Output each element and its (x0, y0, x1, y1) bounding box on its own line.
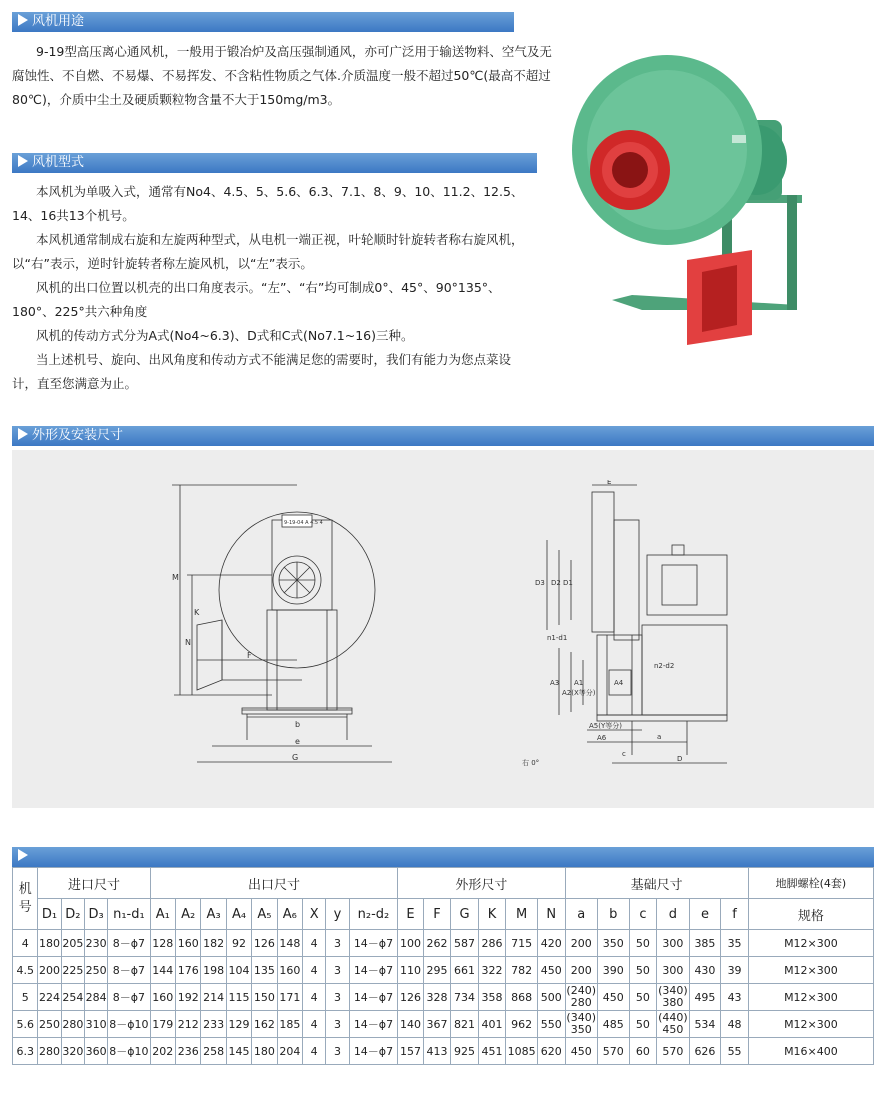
label-D: D (677, 755, 683, 763)
table-cell: 230 (84, 930, 107, 957)
table-cell: 451 (478, 1038, 506, 1065)
label-N: N (185, 638, 191, 647)
col-subheader: c (629, 899, 657, 930)
table-cell: 821 (451, 1011, 479, 1038)
table-cell: 212 (176, 1011, 201, 1038)
table-cell: 715 (506, 930, 538, 957)
table-cell: 570 (597, 1038, 629, 1065)
section-title: 外形及安装尺寸 (32, 428, 124, 443)
table-cell: 962 (506, 1011, 538, 1038)
col-subheader: n₂-d₂ (349, 899, 398, 930)
table-cell: 176 (176, 957, 201, 984)
col-subheader: A₅ (252, 899, 277, 930)
table-cell: 3 (326, 1038, 349, 1065)
table-cell: 144 (150, 957, 175, 984)
table-cell: M12×300 (748, 1011, 873, 1038)
label-D3: D3 (535, 579, 545, 587)
table-cell: 450 (565, 1038, 597, 1065)
fan-photo (572, 10, 812, 350)
table-cell: 350 (597, 930, 629, 957)
type-p3: 风机的出口位置以机壳的出口角度表示。“左”、“右”均可制成0°、45°、90°135°、180°、225°共六种角度 (12, 280, 501, 319)
col-group-foundation: 基础尺寸 (565, 868, 748, 899)
table-cell: 50 (629, 930, 657, 957)
label-M: M (172, 573, 179, 582)
side-view-drawing (517, 480, 747, 780)
table-cell: 200 (565, 957, 597, 984)
table-cell: 360 (84, 1038, 107, 1065)
label-D1: D1 (563, 579, 573, 587)
table-cell: 182 (201, 930, 226, 957)
table-cell: 5 (13, 984, 38, 1011)
table-cell: 322 (478, 957, 506, 984)
table-cell: 320 (61, 1038, 84, 1065)
type-p2: 本风机通常制成右旋和左旋两种型式，从电机一端正视，叶轮顺时针旋转者称右旋风机，以“右”表示，逆时针旋转者称左旋风机，以“左”表示。 (12, 232, 524, 271)
table-cell: 4 (13, 930, 38, 957)
table-cell: 401 (478, 1011, 506, 1038)
label-a: a (657, 733, 662, 741)
triangle-icon (18, 155, 28, 167)
front-view-drawing (152, 480, 412, 780)
table-cell: 50 (629, 1011, 657, 1038)
table-cell: 180 (38, 930, 61, 957)
table-cell: 8－ϕ7 (108, 957, 150, 984)
label-A1: A1 (574, 679, 584, 687)
table-cell: 128 (150, 930, 175, 957)
table-cell: 430 (689, 957, 721, 984)
table-cell: (340) 380 (658, 984, 688, 1009)
col-group-outlet: 出口尺寸 (150, 868, 398, 899)
table-cell: 100 (398, 930, 423, 957)
table-cell: 205 (61, 930, 84, 957)
table-row (13, 1011, 874, 1038)
label-n1-d1: n1-d1 (547, 634, 568, 642)
table-cell: 104 (226, 957, 251, 984)
table-cell: 661 (451, 957, 479, 984)
col-subheader: A₄ (226, 899, 251, 930)
col-subheader: D₁ (38, 899, 61, 930)
table-cell: 8－ϕ7 (108, 984, 150, 1011)
table-cell: 185 (277, 1011, 302, 1038)
table-cell: 14－ϕ7 (349, 1038, 398, 1065)
table-cell: 280 (61, 1011, 84, 1038)
table-cell: 14－ϕ7 (349, 1011, 398, 1038)
table-cell: 500 (538, 984, 566, 1011)
table-row (13, 930, 874, 957)
table-cell: 284 (84, 984, 107, 1011)
table-cell: 160 (176, 930, 201, 957)
label-n2-d2: n2-d2 (654, 662, 675, 670)
type-p4: 风机的传动方式分为A式(No4~6.3)、D式和C式(No7.1~16)三种。 (36, 328, 414, 343)
label-D2: D2 (551, 579, 561, 587)
table-cell: 495 (689, 984, 721, 1011)
table-cell: 534 (689, 1011, 721, 1038)
table-cell: 1085 (506, 1038, 538, 1065)
label-b: b (295, 720, 301, 729)
table-cell: 224 (38, 984, 61, 1011)
section-header-usage (12, 12, 514, 32)
table-header-bar (12, 847, 874, 867)
col-subheader: n₁-d₁ (108, 899, 150, 930)
table-cell: 587 (451, 930, 479, 957)
table-cell: 4 (303, 930, 326, 957)
angle-note: 右 0° (522, 759, 540, 767)
table-cell: 3 (326, 984, 349, 1011)
section-title: 风机用途 (32, 14, 85, 29)
table-cell: 4 (303, 957, 326, 984)
type-paragraphs (12, 180, 532, 396)
dimension-drawings (12, 450, 874, 808)
table-cell: (240) 280 (566, 984, 596, 1009)
table-cell: 140 (398, 1011, 423, 1038)
table-cell: 250 (84, 957, 107, 984)
table-cell: 280 (38, 1038, 61, 1065)
table-cell: 233 (201, 1011, 226, 1038)
table-cell: 310 (84, 1011, 107, 1038)
table-cell: 179 (150, 1011, 175, 1038)
table-cell: M16×400 (748, 1038, 873, 1065)
type-p5: 当上述机号、旋向、出风角度和传动方式不能满足您的需要时，我们有能力为您点菜设计，直至您满意为止。 (12, 352, 512, 391)
section-header-type (12, 153, 537, 173)
table-cell: 3 (326, 1011, 349, 1038)
table-cell: 14－ϕ7 (349, 984, 398, 1011)
table-cell: 180 (252, 1038, 277, 1065)
col-group-outline: 外形尺寸 (398, 868, 565, 899)
table-cell: 198 (201, 957, 226, 984)
spec-table (12, 867, 874, 1065)
table-cell: 43 (721, 984, 749, 1011)
triangle-icon (18, 14, 28, 26)
label-A2: A2(X等分) (562, 689, 596, 697)
table-cell: 300 (657, 957, 689, 984)
table-cell: 620 (538, 1038, 566, 1065)
table-cell: M12×300 (748, 984, 873, 1011)
col-subheader: e (689, 899, 721, 930)
label-A3: A3 (550, 679, 560, 687)
table-cell: 385 (689, 930, 721, 957)
table-cell: 225 (61, 957, 84, 984)
col-header-model: 机号 (13, 868, 38, 930)
table-cell: 171 (277, 984, 302, 1011)
col-subheader: A₂ (176, 899, 201, 930)
table-cell: 734 (451, 984, 479, 1011)
label-F: F (247, 651, 252, 660)
table-cell: M12×300 (748, 957, 873, 984)
table-cell: 50 (629, 957, 657, 984)
label-A6: A6 (597, 734, 607, 742)
table-cell: 115 (226, 984, 251, 1011)
table-cell: 60 (629, 1038, 657, 1065)
table-cell: (340) 350 (566, 1011, 596, 1036)
table-cell: 258 (201, 1038, 226, 1065)
type-p1: 本风机为单吸入式，通常有No4、4.5、5、5.6、6.3、7.1、8、9、10、11.2、12.5、14、16共13个机号。 (12, 184, 524, 223)
col-subheader: M (506, 899, 538, 930)
col-subheader: G (451, 899, 479, 930)
table-cell: 262 (423, 930, 451, 957)
col-subheader: X (303, 899, 326, 930)
table-cell: 145 (226, 1038, 251, 1065)
table-cell: 8－ϕ7 (108, 930, 150, 957)
table-cell: 390 (597, 957, 629, 984)
col-group-inlet: 进口尺寸 (38, 868, 150, 899)
table-cell: 126 (252, 930, 277, 957)
table-cell: 485 (597, 1011, 629, 1038)
table-cell: 295 (423, 957, 451, 984)
table-cell: 150 (252, 984, 277, 1011)
table-cell: 3 (326, 957, 349, 984)
table-cell: 162 (252, 1011, 277, 1038)
table-cell: 14－ϕ7 (349, 957, 398, 984)
col-subheader: 规格 (748, 899, 873, 930)
col-subheader: y (326, 899, 349, 930)
table-cell: 413 (423, 1038, 451, 1065)
table-cell: 8－ϕ10 (108, 1038, 150, 1065)
label-G: G (292, 753, 299, 762)
table-cell: 35 (721, 930, 749, 957)
table-cell: 4.5 (13, 957, 38, 984)
col-subheader: F (423, 899, 451, 930)
col-subheader: d (657, 899, 689, 930)
label-c: c (622, 750, 626, 758)
table-cell: 254 (61, 984, 84, 1011)
table-cell: 328 (423, 984, 451, 1011)
table-cell: 782 (506, 957, 538, 984)
usage-text: 9-19型高压离心通风机，一般用于锻冶炉及高压强制通风，亦可广泛用于输送物料、空气及无腐蚀性、不自燃、不易爆、不易挥发、不含粘性物质之气体.介质温度一般不超过50℃(最高不超过80℃)，介质中尘土及硬质颗粒物含量不大于150mg/m3。 (12, 44, 552, 107)
triangle-icon (18, 849, 28, 861)
label-K: K (194, 608, 200, 617)
table-cell: 570 (657, 1038, 689, 1065)
table-cell: 135 (252, 957, 277, 984)
table-cell: 39 (721, 957, 749, 984)
col-subheader: A₁ (150, 899, 175, 930)
table-cell: 550 (538, 1011, 566, 1038)
table-cell: 157 (398, 1038, 423, 1065)
label-A5: A5(Y等分) (589, 722, 622, 730)
table-cell: 4 (303, 1038, 326, 1065)
col-subheader: K (478, 899, 506, 930)
table-cell: 300 (657, 930, 689, 957)
table-cell: 367 (423, 1011, 451, 1038)
table-cell: 160 (277, 957, 302, 984)
col-subheader: N (538, 899, 566, 930)
col-subheader: a (565, 899, 597, 930)
table-cell: 626 (689, 1038, 721, 1065)
table-cell: 92 (226, 930, 251, 957)
table-cell: 286 (478, 930, 506, 957)
table-cell: 148 (277, 930, 302, 957)
col-group-bolts: 地脚螺栓(4套) (748, 868, 873, 899)
label-e: e (295, 737, 300, 746)
table-cell: 250 (38, 1011, 61, 1038)
nameplate-text: 9-19-04 A 4.5 4 (284, 520, 323, 526)
table-cell: 236 (176, 1038, 201, 1065)
table-cell: 202 (150, 1038, 175, 1065)
table-cell: 110 (398, 957, 423, 984)
table-cell: 5.6 (13, 1011, 38, 1038)
table-cell: 200 (38, 957, 61, 984)
table-cell: (440) 450 (658, 1011, 688, 1036)
table-cell: 358 (478, 984, 506, 1011)
col-subheader: E (398, 899, 423, 930)
table-cell: 192 (176, 984, 201, 1011)
col-subheader: f (721, 899, 749, 930)
table-cell: 160 (150, 984, 175, 1011)
usage-paragraph (12, 40, 552, 112)
col-subheader: b (597, 899, 629, 930)
table-cell: 4 (303, 1011, 326, 1038)
table-cell: 55 (721, 1038, 749, 1065)
section-title: 风机型式 (32, 155, 85, 170)
table-cell: 200 (565, 930, 597, 957)
table-row (13, 1038, 874, 1065)
table-cell: 450 (597, 984, 629, 1011)
table-cell: 48 (721, 1011, 749, 1038)
table-cell: 14－ϕ7 (349, 930, 398, 957)
table-cell: 6.3 (13, 1038, 38, 1065)
col-subheader: D₂ (61, 899, 84, 930)
col-subheader: A₆ (277, 899, 302, 930)
table-row (13, 957, 874, 984)
table-cell: 450 (538, 957, 566, 984)
table-cell: 4 (303, 984, 326, 1011)
table-cell: 50 (629, 984, 657, 1011)
col-subheader: D₃ (84, 899, 107, 930)
table-cell: 420 (538, 930, 566, 957)
label-A4: A4 (614, 679, 624, 687)
table-cell: 129 (226, 1011, 251, 1038)
table-cell: 3 (326, 930, 349, 957)
table-row (13, 984, 874, 1011)
triangle-icon (18, 428, 28, 440)
table-cell: 214 (201, 984, 226, 1011)
table-cell: 868 (506, 984, 538, 1011)
col-subheader: A₃ (201, 899, 226, 930)
table-cell: 126 (398, 984, 423, 1011)
table-cell: 8－ϕ10 (108, 1011, 150, 1038)
section-header-dims (12, 426, 874, 446)
table-cell: 925 (451, 1038, 479, 1065)
label-E: E (607, 480, 612, 486)
table-cell: M12×300 (748, 930, 873, 957)
table-cell: 204 (277, 1038, 302, 1065)
